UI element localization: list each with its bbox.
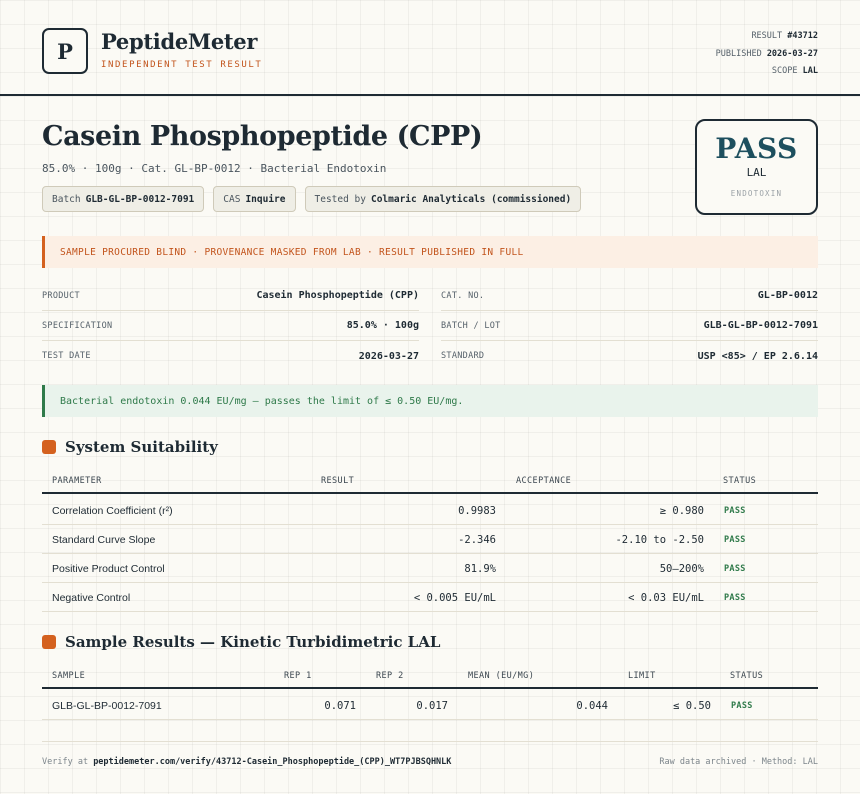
verify-prefix: Verify at <box>42 757 89 767</box>
meta-published <box>716 46 818 64</box>
table-row <box>42 554 818 583</box>
cas-pill-label: CAS <box>223 193 241 205</box>
info-date-value: 2026-03-27 <box>358 350 419 362</box>
col-limit: LIMIT <box>628 671 656 681</box>
brand-tagline: INDEPENDENT TEST RESULT <box>101 60 263 70</box>
verify-line <box>42 757 451 767</box>
row-sample: GLB-GL-BP-0012-7091 <box>52 700 162 712</box>
batch-pill-label: Batch <box>52 193 81 205</box>
meta-scope <box>716 63 818 81</box>
info-specification <box>42 311 419 341</box>
col-sample: SAMPLE <box>52 671 86 681</box>
blind-sample-notice: SAMPLE PROCURED BLIND · PROVENANCE MASKED FROM LAB · RESULT PUBLISHED IN FULL <box>42 236 818 268</box>
info-standard-value: USP <85> / EP 2.6.14 <box>697 350 818 362</box>
archive-note: Raw data archived · Method: LAL <box>659 757 818 767</box>
row-limit: ≤ 0.50 <box>673 700 711 712</box>
tested-by-pill <box>305 186 582 212</box>
row-acceptance: ≥ 0.980 <box>659 505 704 517</box>
meta-result-value: #43712 <box>787 31 818 41</box>
meta-scope-label: SCOPE <box>771 66 798 76</box>
info-standard <box>441 341 818 371</box>
product-pills <box>42 186 581 212</box>
info-standard-label: STANDARD <box>441 351 485 361</box>
row-parameter: Positive Product Control <box>52 563 165 575</box>
verdict-method: LAL <box>746 166 767 179</box>
row-result: < 0.005 EU/mL <box>413 592 496 604</box>
info-test-date <box>42 341 419 371</box>
row-mean: 0.044 <box>576 700 608 712</box>
batch-pill <box>42 186 204 212</box>
row-result: 81.9% <box>464 563 496 575</box>
row-parameter: Correlation Coefficient (r²) <box>52 505 173 517</box>
brand-name: PeptideMeter <box>101 29 258 54</box>
product-subtitle: 85.0% · 100g · Cat. GL-BP-0012 · Bacterial Endotoxin <box>42 162 387 175</box>
col-status: STATUS <box>730 671 764 681</box>
verify-link[interactable]: peptidemeter.com/verify/43712-Casein_Phosphopeptide_(CPP)_WT7PJBSQHNLK <box>93 757 452 767</box>
row-parameter: Standard Curve Slope <box>52 534 156 546</box>
brand-logo <box>42 28 88 74</box>
col-status: STATUS <box>723 476 757 486</box>
tested-by-value: Colmaric Analyticals (commissioned) <box>370 193 572 205</box>
status-badge: PASS <box>724 564 746 574</box>
info-batch-lot <box>441 311 818 341</box>
row-acceptance: 50–200% <box>659 563 704 575</box>
conclusion-banner: Bacterial endotoxin 0.044 EU/mg — passes the limit of ≤ 0.50 EU/mg. <box>42 385 818 417</box>
cas-pill-value: Inquire <box>245 193 286 205</box>
suitability-heading <box>42 438 218 456</box>
info-spec-label: SPECIFICATION <box>42 320 113 331</box>
info-spec-value: 85.0% · 100g <box>346 320 419 331</box>
col-parameter: PARAMETER <box>52 476 102 486</box>
cas-pill <box>213 186 295 212</box>
info-product-label: PRODUCT <box>42 290 80 301</box>
table-row <box>42 525 818 554</box>
status-badge: PASS <box>724 506 746 516</box>
row-rep1: 0.071 <box>324 700 356 712</box>
status-badge: PASS <box>731 701 753 711</box>
status-badge: PASS <box>724 593 746 603</box>
table-row <box>42 583 818 612</box>
suitability-table-header <box>42 468 818 494</box>
col-rep1: REP 1 <box>284 671 312 681</box>
col-rep2: REP 2 <box>376 671 404 681</box>
report-footer <box>42 741 818 781</box>
suitability-title: System Suitability <box>65 438 218 456</box>
report-header <box>0 0 860 96</box>
meta-result-label: RESULT <box>751 31 783 41</box>
col-acceptance: ACCEPTANCE <box>516 476 572 486</box>
col-result: RESULT <box>321 476 355 486</box>
info-cat-no <box>441 281 818 311</box>
batch-pill-value: GLB-GL-BP-0012-7091 <box>85 193 195 205</box>
verdict-category: ENDOTOXIN <box>730 189 783 198</box>
row-acceptance: < 0.03 EU/mL <box>628 592 704 604</box>
info-cat-value: GL-BP-0012 <box>757 290 818 301</box>
section-marker-icon <box>42 635 56 649</box>
col-mean: MEAN (EU/MG) <box>468 671 535 681</box>
sample-results-title: Sample Results — Kinetic Turbidimetric LAL <box>65 633 441 651</box>
verdict-stamp <box>695 119 818 215</box>
meta-scope-value: LAL <box>802 66 818 76</box>
product-title: Casein Phosphopeptide (CPP) <box>42 121 483 152</box>
row-result: -2.346 <box>458 534 496 546</box>
meta-result <box>716 28 818 46</box>
info-date-label: TEST DATE <box>42 351 91 361</box>
section-marker-icon <box>42 440 56 454</box>
info-product <box>42 281 419 311</box>
report-meta <box>716 28 818 81</box>
status-badge: PASS <box>724 535 746 545</box>
tested-by-label: Tested by <box>314 193 366 205</box>
sample-table-header <box>42 663 818 689</box>
row-parameter: Negative Control <box>52 592 131 604</box>
info-product-value: Casein Phosphopeptide (CPP) <box>256 290 419 301</box>
row-result: 0.9983 <box>458 505 496 517</box>
row-acceptance: -2.10 to -2.50 <box>615 534 704 546</box>
meta-published-label: PUBLISHED <box>715 48 762 59</box>
logo-letter: P <box>57 38 73 64</box>
info-cat-label: CAT. NO. <box>441 290 485 301</box>
meta-published-value: 2026-03-27 <box>766 48 818 59</box>
table-row <box>42 691 818 720</box>
table-row <box>42 496 818 525</box>
verdict-result: PASS <box>715 132 798 165</box>
info-batch-label: BATCH / LOT <box>441 320 501 331</box>
row-rep2: 0.017 <box>416 700 448 712</box>
sample-results-heading <box>42 633 440 651</box>
info-batch-value: GLB-GL-BP-0012-7091 <box>703 320 818 331</box>
